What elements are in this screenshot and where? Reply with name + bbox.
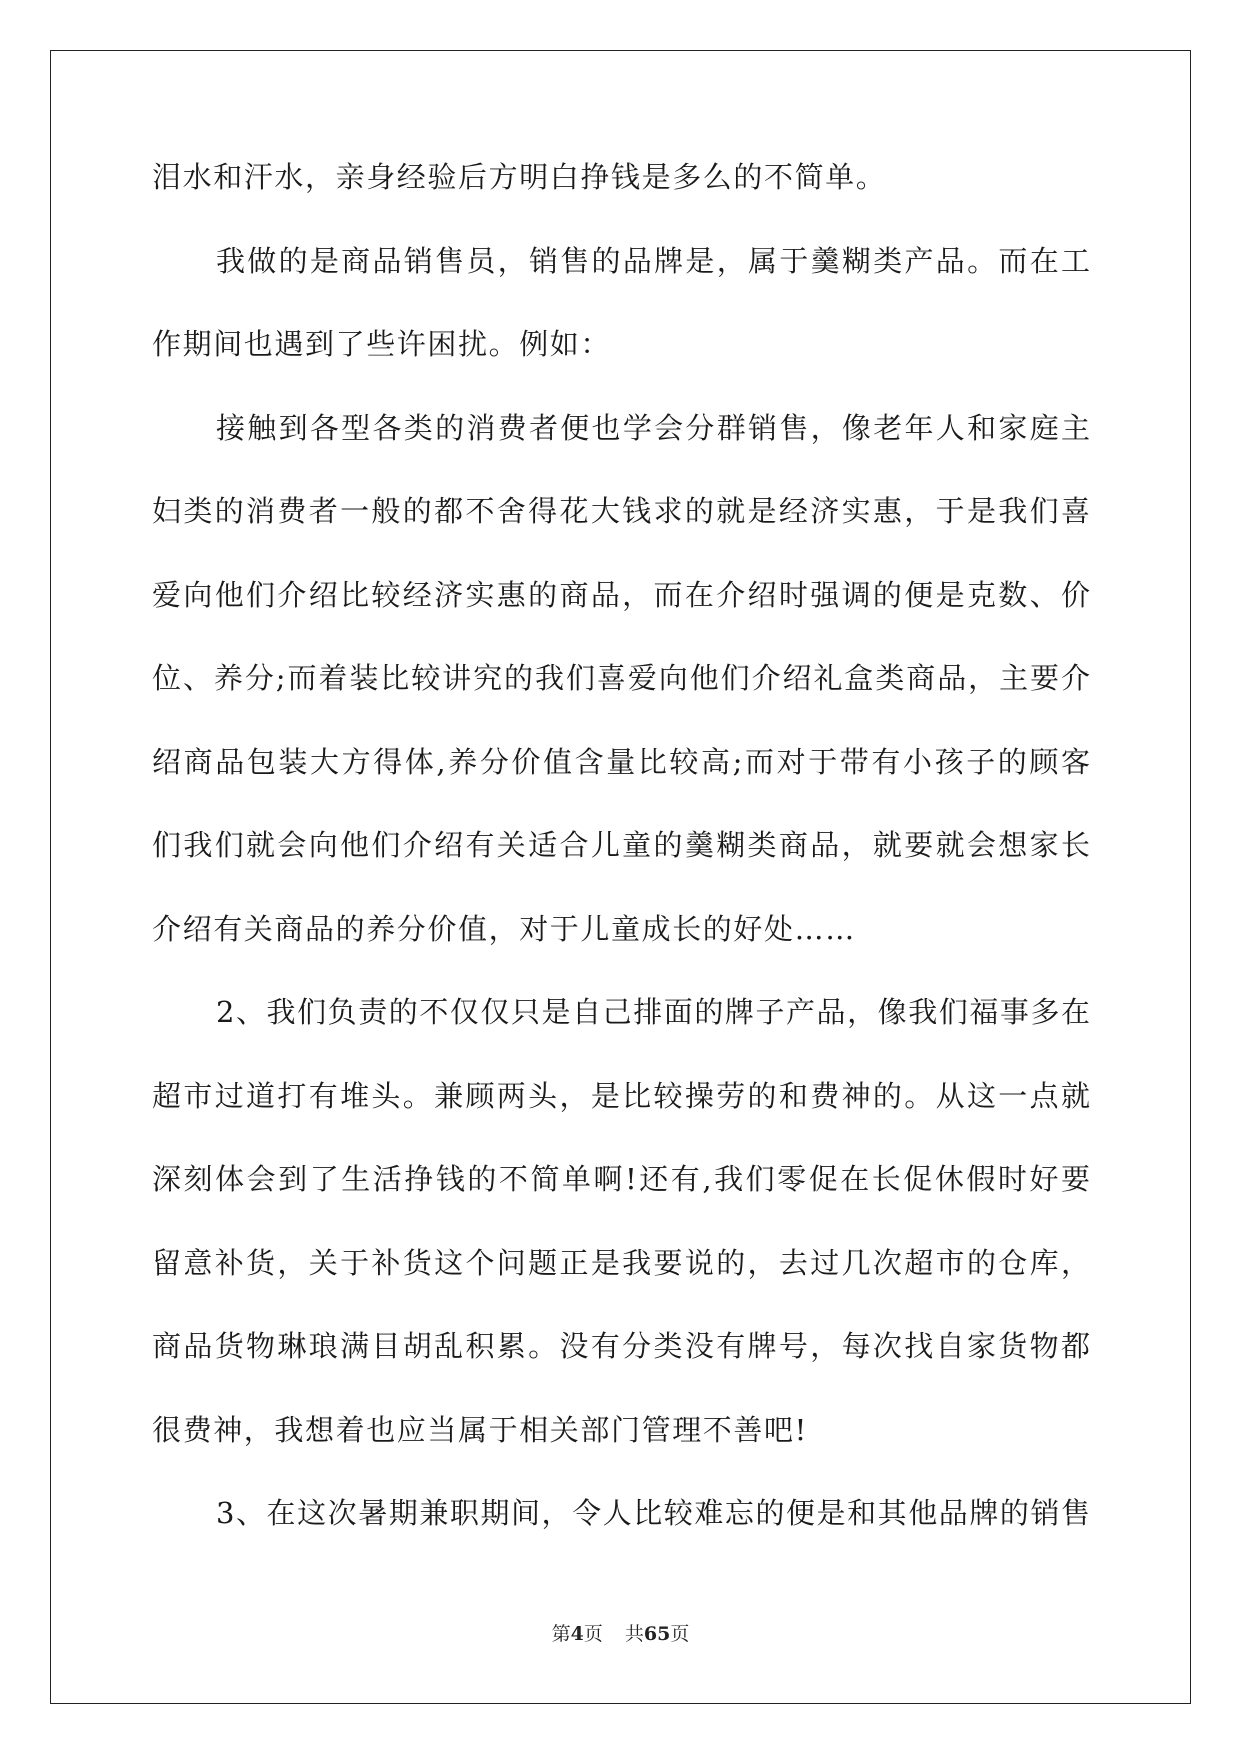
text-line: 2、我们负责的不仅仅只是自己排面的牌子产品，像我们福事多在 — [216, 995, 1090, 1029]
text-line: 我做的是商品销售员，销售的品牌是，属于羹糊类产品。而在工 — [216, 243, 1090, 278]
text-line: 泪水和汗水，亲身经验后方明白挣钱是多么的不简单。 — [152, 160, 887, 194]
text-line: 商品货物琳琅满目胡乱积累。没有分类没有牌号，每次找自家货物都 — [152, 1329, 1090, 1363]
text-line: 位、养分;而着装比较讲究的我们喜爱向他们介绍礼盒类商品，主要介 — [152, 661, 1090, 695]
text-line: 们我们就会向他们介绍有关适合儿童的羹糊类商品，就要就会想家长 — [152, 828, 1090, 862]
page-footer — [0, 1623, 1241, 1645]
text-line: 深刻体会到了生活挣钱的不简单啊!还有,我们零促在长促休假时好要 — [152, 1162, 1090, 1196]
total-suffix: 页 — [670, 1623, 690, 1645]
total-pages: 65 — [643, 1623, 671, 1645]
page-number: 4 — [570, 1623, 584, 1645]
text-line: 接触到各型各类的消费者便也学会分群销售，像老年人和家庭主 — [216, 410, 1090, 445]
text-line: 作期间也遇到了些许困扰。例如： — [152, 327, 612, 361]
page-suffix: 页 — [583, 1623, 603, 1645]
text-line: 爱向他们介绍比较经济实惠的商品，而在介绍时强调的便是克数、价 — [152, 577, 1090, 612]
text-line: 留意补货，关于补货这个问题正是我要说的，去过几次超市的仓库， — [152, 1245, 1090, 1280]
text-line: 很费神，我想着也应当属于相关部门管理不善吧! — [152, 1412, 808, 1447]
total-prefix: 共 — [624, 1623, 644, 1645]
text-line: 绍商品包装大方得体,养分价值含量比较高;而对于带有小孩子的顾客 — [152, 744, 1090, 779]
text-line: 超市过道打有堆头。兼顾两头，是比较操劳的和费神的。从这一点就 — [152, 1078, 1090, 1113]
text-line: 3、在这次暑期兼职期间，令人比较难忘的便是和其他品牌的销售 — [216, 1496, 1090, 1530]
text-line: 介绍有关商品的养分价值，对于儿童成长的好处…… — [152, 911, 856, 946]
page-prefix: 第 — [551, 1623, 571, 1645]
text-line: 妇类的消费者一般的都不舍得花大钱求的就是经济实惠，于是我们喜 — [152, 494, 1090, 528]
document-body — [152, 162, 1090, 1582]
